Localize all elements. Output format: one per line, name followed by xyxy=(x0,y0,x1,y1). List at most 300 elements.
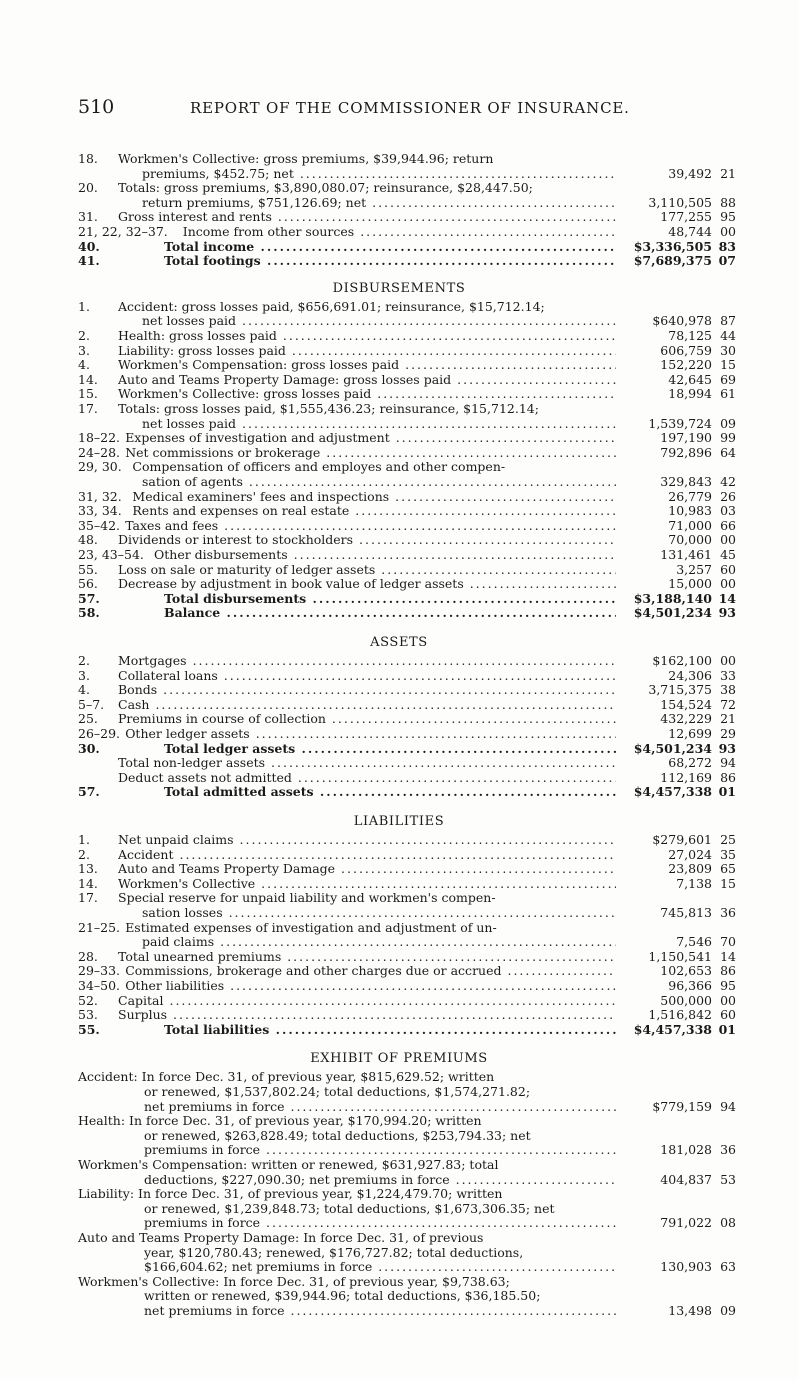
item-label: Balance ..... xyxy=(164,606,616,620)
item-cents: 07 xyxy=(718,253,736,269)
item-number: 13. xyxy=(78,861,98,877)
item-amount: 177,255 xyxy=(660,209,712,225)
line-item-row xyxy=(78,756,736,770)
item-amount: 7,546 xyxy=(676,934,712,950)
line-item-row xyxy=(78,533,736,547)
item-label: Other disbursements ..... xyxy=(154,548,616,562)
item-label: Workmen's Collective ..... xyxy=(118,877,616,891)
item-cents: 93 xyxy=(718,740,736,756)
item-amount: 102,653 xyxy=(660,963,712,979)
line-item-row xyxy=(78,358,736,372)
item-amount: 13,498 xyxy=(668,1303,712,1318)
item-cents: 00 xyxy=(720,532,736,548)
item-label: Other liabilities ..... xyxy=(125,979,616,993)
item-cents: 00 xyxy=(720,576,736,592)
item-number: 3. xyxy=(78,667,90,683)
item-cents: 65 xyxy=(720,861,736,877)
line-item-row xyxy=(78,373,736,387)
line-item-row xyxy=(78,225,736,239)
line-item-row xyxy=(78,906,736,920)
item-label: Total income ..... xyxy=(164,240,616,254)
line-item-row xyxy=(78,460,736,474)
item-cents: 00 xyxy=(720,992,736,1008)
item-label: year, $120,780.43; renewed, $176,727.82; total deductions, xyxy=(144,1245,524,1260)
line-item-row xyxy=(78,654,736,668)
item-amount: 26,779 xyxy=(668,488,712,504)
item-label: $166,604.62; net premiums in force ..... xyxy=(144,1260,616,1274)
item-cents: 88 xyxy=(720,194,736,210)
item-label: Bonds ..... xyxy=(118,683,616,697)
section-title: DISBURSEMENTS xyxy=(332,280,466,296)
item-cents: 53 xyxy=(720,1171,736,1187)
item-label: Premiums in course of collection ..... xyxy=(118,712,616,726)
item-amount: 791,022 xyxy=(660,1215,712,1231)
item-cents: 35 xyxy=(720,846,736,862)
item-label: Liability: In force Dec. 31, of previous year, $1,224,479.70; written xyxy=(78,1187,503,1202)
line-item-row xyxy=(78,167,736,181)
line-item-row xyxy=(78,210,736,224)
item-number: 57. xyxy=(78,784,100,800)
item-label: Totals: gross losses paid, $1,555,436.23; reinsurance, $15,712.14; xyxy=(118,402,539,416)
line-item-row xyxy=(78,196,736,210)
item-cents: 94 xyxy=(720,755,736,771)
line-item-row xyxy=(78,1158,736,1172)
item-cents: 14 xyxy=(720,948,736,964)
section-title: LIABILITIES xyxy=(353,814,445,829)
line-item-row xyxy=(78,950,736,964)
item-label: sation losses ..... xyxy=(142,906,616,920)
item-amount: 7,138 xyxy=(676,875,712,891)
line-item-row xyxy=(78,563,736,577)
item-number: 29, 30. xyxy=(78,459,122,475)
item-label: Collateral loans ..... xyxy=(118,669,616,683)
line-item-row xyxy=(78,877,736,891)
item-number: 34–50. xyxy=(78,978,121,993)
line-item-row xyxy=(78,1289,736,1303)
line-item-row xyxy=(78,314,736,328)
item-number: 1. xyxy=(78,298,90,314)
line-item-row xyxy=(78,785,736,799)
item-label: Liability: gross losses paid ..... xyxy=(118,344,616,358)
item-number: 57. xyxy=(78,590,100,606)
item-amount: 78,125 xyxy=(668,328,712,343)
line-item-row xyxy=(78,431,736,445)
line-item-row xyxy=(78,1304,736,1318)
item-amount: 181,028 xyxy=(660,1142,712,1158)
item-label: Other ledger assets ..... xyxy=(125,727,616,741)
line-item-row xyxy=(78,475,736,489)
line-item-row xyxy=(78,1100,736,1114)
line-item-row xyxy=(78,329,736,343)
page-number: 510 xyxy=(78,96,115,118)
item-number: 24–28. xyxy=(78,444,121,460)
item-amount: 152,220 xyxy=(660,357,712,373)
item-number: 29–33. xyxy=(78,963,121,979)
item-label: net premiums in force ..... xyxy=(144,1304,616,1318)
item-label: Capital ..... xyxy=(118,994,616,1008)
item-label: Workmen's Collective: In force Dec. 31, of previous year, $9,738.63; xyxy=(78,1274,510,1289)
item-amount: $4,501,234 xyxy=(633,605,712,621)
item-cents: 15 xyxy=(720,875,736,891)
item-number: 18. xyxy=(78,151,98,166)
item-cents: 21 xyxy=(720,711,736,727)
line-item-row xyxy=(78,606,736,620)
item-amount: 39,492 xyxy=(668,165,712,181)
item-number: 41. xyxy=(78,253,100,269)
item-label: Commissions, brokerage and other charges due or accrued ..... xyxy=(125,964,616,978)
item-cents: 61 xyxy=(720,386,736,402)
item-amount: 112,169 xyxy=(660,769,712,785)
line-item-row xyxy=(78,994,736,1008)
line-item-row xyxy=(78,300,736,314)
item-label: net losses paid ..... xyxy=(142,314,616,328)
line-item-row xyxy=(78,727,736,741)
item-amount: 745,813 xyxy=(660,905,712,920)
line-item-row xyxy=(78,504,736,518)
line-item-row xyxy=(78,683,736,697)
item-cents: 36 xyxy=(720,1142,736,1158)
item-number: 40. xyxy=(78,238,100,254)
item-number: 5–7. xyxy=(78,696,105,712)
item-number: 2. xyxy=(78,653,90,668)
line-item-row xyxy=(78,254,736,268)
item-label: Auto and Teams Property Damage ..... xyxy=(118,862,616,876)
item-label: premiums in force ..... xyxy=(144,1216,616,1230)
page-title: REPORT OF THE COMMISSIONER OF INSURANCE. xyxy=(190,99,630,117)
line-item-row xyxy=(78,344,736,358)
item-amount: 606,759 xyxy=(660,342,712,358)
line-item-row xyxy=(78,387,736,401)
item-amount: 1,539,724 xyxy=(648,415,712,431)
item-amount: 12,699 xyxy=(668,726,712,741)
item-label: Auto and Teams Property Damage: gross losses paid ..... xyxy=(118,373,616,387)
item-cents: 63 xyxy=(720,1259,736,1275)
line-item-row xyxy=(78,891,736,905)
line-item-row xyxy=(78,577,736,591)
item-cents: 69 xyxy=(720,371,736,387)
item-cents: 70 xyxy=(720,934,736,950)
item-cents: 64 xyxy=(720,444,736,460)
item-label: or renewed, $1,537,802.24; total deductions, $1,574,271.82; xyxy=(144,1085,531,1099)
item-number: 55. xyxy=(78,1021,100,1037)
line-item-row xyxy=(78,1275,736,1289)
line-item-row xyxy=(78,862,736,876)
item-amount: 15,000 xyxy=(668,576,712,592)
item-amount: 42,645 xyxy=(668,371,712,387)
line-item-row xyxy=(78,1023,736,1037)
line-item-row xyxy=(78,1143,736,1157)
item-amount: 71,000 xyxy=(668,517,712,533)
item-label: Accident ..... xyxy=(118,848,616,862)
item-number: 21, 22, 32–37. xyxy=(78,224,168,239)
item-label: deductions, $227,090.30; net premiums in force ..... xyxy=(144,1173,616,1187)
item-label: Totals: gross premiums, $3,890,080.07; reinsurance, $28,447.50; xyxy=(118,181,533,196)
item-number: 56. xyxy=(78,576,98,592)
line-item-row xyxy=(78,935,736,949)
line-item-row xyxy=(78,833,736,847)
item-amount: $7,689,375 xyxy=(633,253,712,269)
item-cents: 33 xyxy=(720,667,736,683)
line-item-row xyxy=(78,742,736,756)
item-cents: 94 xyxy=(720,1098,736,1114)
line-item-row xyxy=(78,964,736,978)
item-amount: 154,524 xyxy=(660,696,712,712)
line-item-row xyxy=(78,1173,736,1187)
item-cents: 21 xyxy=(720,165,736,181)
line-item-row xyxy=(78,417,736,431)
item-number: 31. xyxy=(78,209,98,225)
item-label: Total admitted assets ..... xyxy=(164,785,616,799)
item-number: 52. xyxy=(78,992,98,1008)
item-label: Workmen's Compensation: gross losses paid ..... xyxy=(118,358,616,372)
item-amount: 27,024 xyxy=(668,846,712,862)
item-number: 23, 43–54. xyxy=(78,547,144,562)
item-label: Gross interest and rents ..... xyxy=(118,210,616,224)
item-cents: 95 xyxy=(720,209,736,225)
item-cents: 29 xyxy=(720,726,736,741)
line-item-row xyxy=(78,152,736,166)
line-item-row xyxy=(78,1114,736,1128)
item-cents: 86 xyxy=(720,963,736,979)
item-number: 18–22. xyxy=(78,430,121,446)
item-label: Health: gross losses paid ..... xyxy=(118,329,616,343)
line-item-row xyxy=(78,712,736,726)
item-label: Net commissions or brokerage ..... xyxy=(125,446,616,460)
item-label: or renewed, $1,239,848.73; total deductions, $1,673,306.35; net xyxy=(144,1201,555,1216)
line-item-row xyxy=(78,1202,736,1216)
item-number: 2. xyxy=(78,846,90,862)
item-cents: 38 xyxy=(720,682,736,698)
item-amount: 18,994 xyxy=(668,386,712,402)
item-cents: 95 xyxy=(720,978,736,993)
item-label: net premiums in force ..... xyxy=(144,1100,616,1114)
line-item-row xyxy=(78,1070,736,1084)
item-label: Decrease by adjustment in book value of ledger assets ..... xyxy=(118,577,616,591)
item-label: Total ledger assets ..... xyxy=(164,742,616,756)
item-label: Total footings ..... xyxy=(164,254,616,268)
line-item-row xyxy=(78,979,736,993)
item-amount: 197,190 xyxy=(660,430,712,446)
item-cents: 26 xyxy=(720,488,736,504)
item-cents: 36 xyxy=(720,905,736,920)
item-amount: 1,150,541 xyxy=(648,948,712,964)
item-label: Total unearned premiums ..... xyxy=(118,950,616,964)
line-item-row xyxy=(78,548,736,562)
item-cents: 01 xyxy=(718,1021,736,1037)
item-label: or renewed, $263,828.49; total deductions, $253,794.33; net xyxy=(144,1128,531,1143)
item-number: 58. xyxy=(78,605,100,621)
item-number: 21–25. xyxy=(78,919,121,935)
item-cents: 83 xyxy=(718,238,736,254)
item-cents: 60 xyxy=(720,1007,736,1023)
line-item-row xyxy=(78,1129,736,1143)
item-label: Workmen's Collective: gross premiums, $39,944.96; return xyxy=(118,152,494,166)
item-number: 48. xyxy=(78,532,98,548)
item-label: written or renewed, $39,944.96; total deductions, $36,185.50; xyxy=(144,1289,541,1304)
item-label: Deduct assets not admitted ..... xyxy=(118,771,616,785)
item-label: Compensation of officers and employes and other compen- xyxy=(132,460,506,475)
item-amount: 10,983 xyxy=(668,503,712,519)
page-header xyxy=(78,96,648,118)
section-title: EXHIBIT OF PREMIUMS xyxy=(310,1051,488,1067)
line-item-row xyxy=(78,669,736,683)
item-amount: 131,461 xyxy=(660,547,712,562)
item-number: 4. xyxy=(78,357,90,373)
item-number: 33, 34. xyxy=(78,503,122,519)
item-label: Cash ..... xyxy=(118,698,616,712)
line-item-row xyxy=(78,1231,736,1245)
line-item-row xyxy=(78,402,736,416)
item-cents: 01 xyxy=(718,784,736,800)
item-amount: $4,457,338 xyxy=(633,1021,712,1037)
section-title: ASSETS xyxy=(370,635,428,650)
item-label: Surplus ..... xyxy=(118,1008,616,1022)
item-number: 14. xyxy=(78,371,98,387)
item-label: Special reserve for unpaid liability and workmen's compen- xyxy=(118,891,496,906)
item-number: 31, 32. xyxy=(78,488,122,504)
line-item-row xyxy=(78,181,736,195)
item-cents: 99 xyxy=(720,430,736,446)
item-number: 28. xyxy=(78,948,98,964)
item-number: 26–29. xyxy=(78,726,121,741)
item-amount: 1,516,842 xyxy=(648,1007,712,1023)
item-label: sation of agents ..... xyxy=(142,475,616,489)
item-cents: 09 xyxy=(720,1303,736,1318)
item-label: net losses paid ..... xyxy=(142,417,616,431)
item-amount: $640,978 xyxy=(652,313,712,329)
item-cents: 30 xyxy=(720,342,736,358)
item-number: 3. xyxy=(78,342,90,358)
item-cents: 60 xyxy=(720,561,736,577)
item-label: Accident: In force Dec. 31, of previous year, $815,629.52; written xyxy=(78,1070,495,1085)
line-item-row xyxy=(78,446,736,460)
item-number: 4. xyxy=(78,682,90,698)
line-item-row xyxy=(78,490,736,504)
item-label: Medical examiners' fees and inspections ..... xyxy=(132,490,616,504)
item-label: premiums, $452.75; net ..... xyxy=(142,167,616,181)
line-item-row xyxy=(78,592,736,606)
item-cents: 00 xyxy=(720,653,736,668)
item-amount: $279,601 xyxy=(652,832,712,847)
item-cents: 03 xyxy=(720,503,736,519)
item-cents: 09 xyxy=(720,415,736,431)
item-cents: 72 xyxy=(720,696,736,712)
item-label: Total liabilities ..... xyxy=(164,1023,616,1037)
item-amount: $4,457,338 xyxy=(633,784,712,800)
item-label: Estimated expenses of investigation and adjustment of un- xyxy=(125,920,497,935)
item-amount: $4,501,234 xyxy=(633,740,712,756)
item-cents: 44 xyxy=(720,328,736,343)
item-label: Total disbursements ..... xyxy=(164,592,616,606)
line-item-row xyxy=(78,1216,736,1230)
item-number: 35–42. xyxy=(78,517,121,533)
item-number: 17. xyxy=(78,890,98,906)
item-amount: 792,896 xyxy=(660,444,712,460)
item-amount: 500,000 xyxy=(660,992,712,1008)
item-label: Workmen's Compensation: written or renewed, $631,927.83; total xyxy=(78,1158,499,1172)
item-label: Net unpaid claims ..... xyxy=(118,833,616,847)
line-item-row xyxy=(78,519,736,533)
item-amount: 23,809 xyxy=(668,861,712,877)
item-amount: 3,110,505 xyxy=(648,194,712,210)
item-number: 20. xyxy=(78,180,98,196)
item-amount: 404,837 xyxy=(660,1171,712,1187)
item-label: Loss on sale or maturity of ledger assets ..... xyxy=(118,563,616,577)
line-item-row xyxy=(78,1246,736,1260)
item-number: 15. xyxy=(78,386,98,402)
item-label: Total non-ledger assets ..... xyxy=(118,756,616,770)
item-amount: 3,715,375 xyxy=(648,682,712,698)
item-cents: 14 xyxy=(718,590,736,606)
item-number: 53. xyxy=(78,1007,98,1023)
item-amount: 68,272 xyxy=(668,755,712,771)
line-item-row xyxy=(78,848,736,862)
item-amount: $779,159 xyxy=(652,1098,712,1114)
line-item-row xyxy=(78,1085,736,1099)
item-amount: 329,843 xyxy=(660,474,712,489)
line-item-row xyxy=(78,1260,736,1274)
item-cents: 15 xyxy=(720,357,736,373)
line-item-row xyxy=(78,1187,736,1201)
item-number: 14. xyxy=(78,875,98,891)
item-cents: 25 xyxy=(720,832,736,847)
item-label: return premiums, $751,126.69; net ..... xyxy=(142,196,616,210)
item-amount: 48,744 xyxy=(668,224,712,239)
item-cents: 42 xyxy=(720,474,736,489)
item-number: 55. xyxy=(78,561,98,577)
item-label: paid claims ..... xyxy=(142,935,616,949)
item-amount: $3,188,140 xyxy=(633,590,712,606)
item-label: Mortgages ..... xyxy=(118,654,616,668)
item-label: Auto and Teams Property Damage: In force Dec. 31, of previous xyxy=(78,1231,484,1245)
item-label: Accident: gross losses paid, $656,691.01; reinsurance, $15,712.14; xyxy=(118,299,545,314)
item-amount: 130,903 xyxy=(660,1259,712,1275)
item-cents: 45 xyxy=(720,547,736,562)
item-label: Health: In force Dec. 31, of previous year, $170,994.20; written xyxy=(78,1114,482,1129)
item-cents: 87 xyxy=(720,313,736,329)
item-number: 2. xyxy=(78,328,90,343)
item-cents: 93 xyxy=(718,605,736,621)
item-amount: 96,366 xyxy=(668,978,712,993)
item-amount: 432,229 xyxy=(660,711,712,727)
item-number: 1. xyxy=(78,832,90,847)
item-label: Dividends or interest to stockholders ..... xyxy=(118,533,616,547)
item-label: Workmen's Collective: gross losses paid ..... xyxy=(118,387,616,401)
item-cents: 66 xyxy=(720,517,736,533)
line-item-row xyxy=(78,1008,736,1022)
item-amount: $162,100 xyxy=(652,653,712,668)
item-label: Rents and expenses on real estate ..... xyxy=(132,504,616,518)
item-cents: 08 xyxy=(720,1215,736,1231)
line-item-row xyxy=(78,771,736,785)
item-label: Income from other sources ..... xyxy=(183,225,616,239)
item-number: 30. xyxy=(78,740,100,756)
item-amount: 3,257 xyxy=(676,561,712,577)
line-item-row xyxy=(78,240,736,254)
item-number: 17. xyxy=(78,401,98,416)
item-amount: 70,000 xyxy=(668,532,712,548)
item-cents: 00 xyxy=(720,224,736,239)
item-number: 25. xyxy=(78,711,98,727)
item-cents: 86 xyxy=(720,769,736,785)
line-item-row xyxy=(78,698,736,712)
item-label: Taxes and fees ..... xyxy=(125,519,616,533)
item-label: premiums in force ..... xyxy=(144,1143,616,1157)
item-amount: $3,336,505 xyxy=(633,238,712,254)
item-amount: 24,306 xyxy=(668,667,712,683)
item-label: Expenses of investigation and adjustment ..... xyxy=(125,431,616,445)
line-item-row xyxy=(78,921,736,935)
